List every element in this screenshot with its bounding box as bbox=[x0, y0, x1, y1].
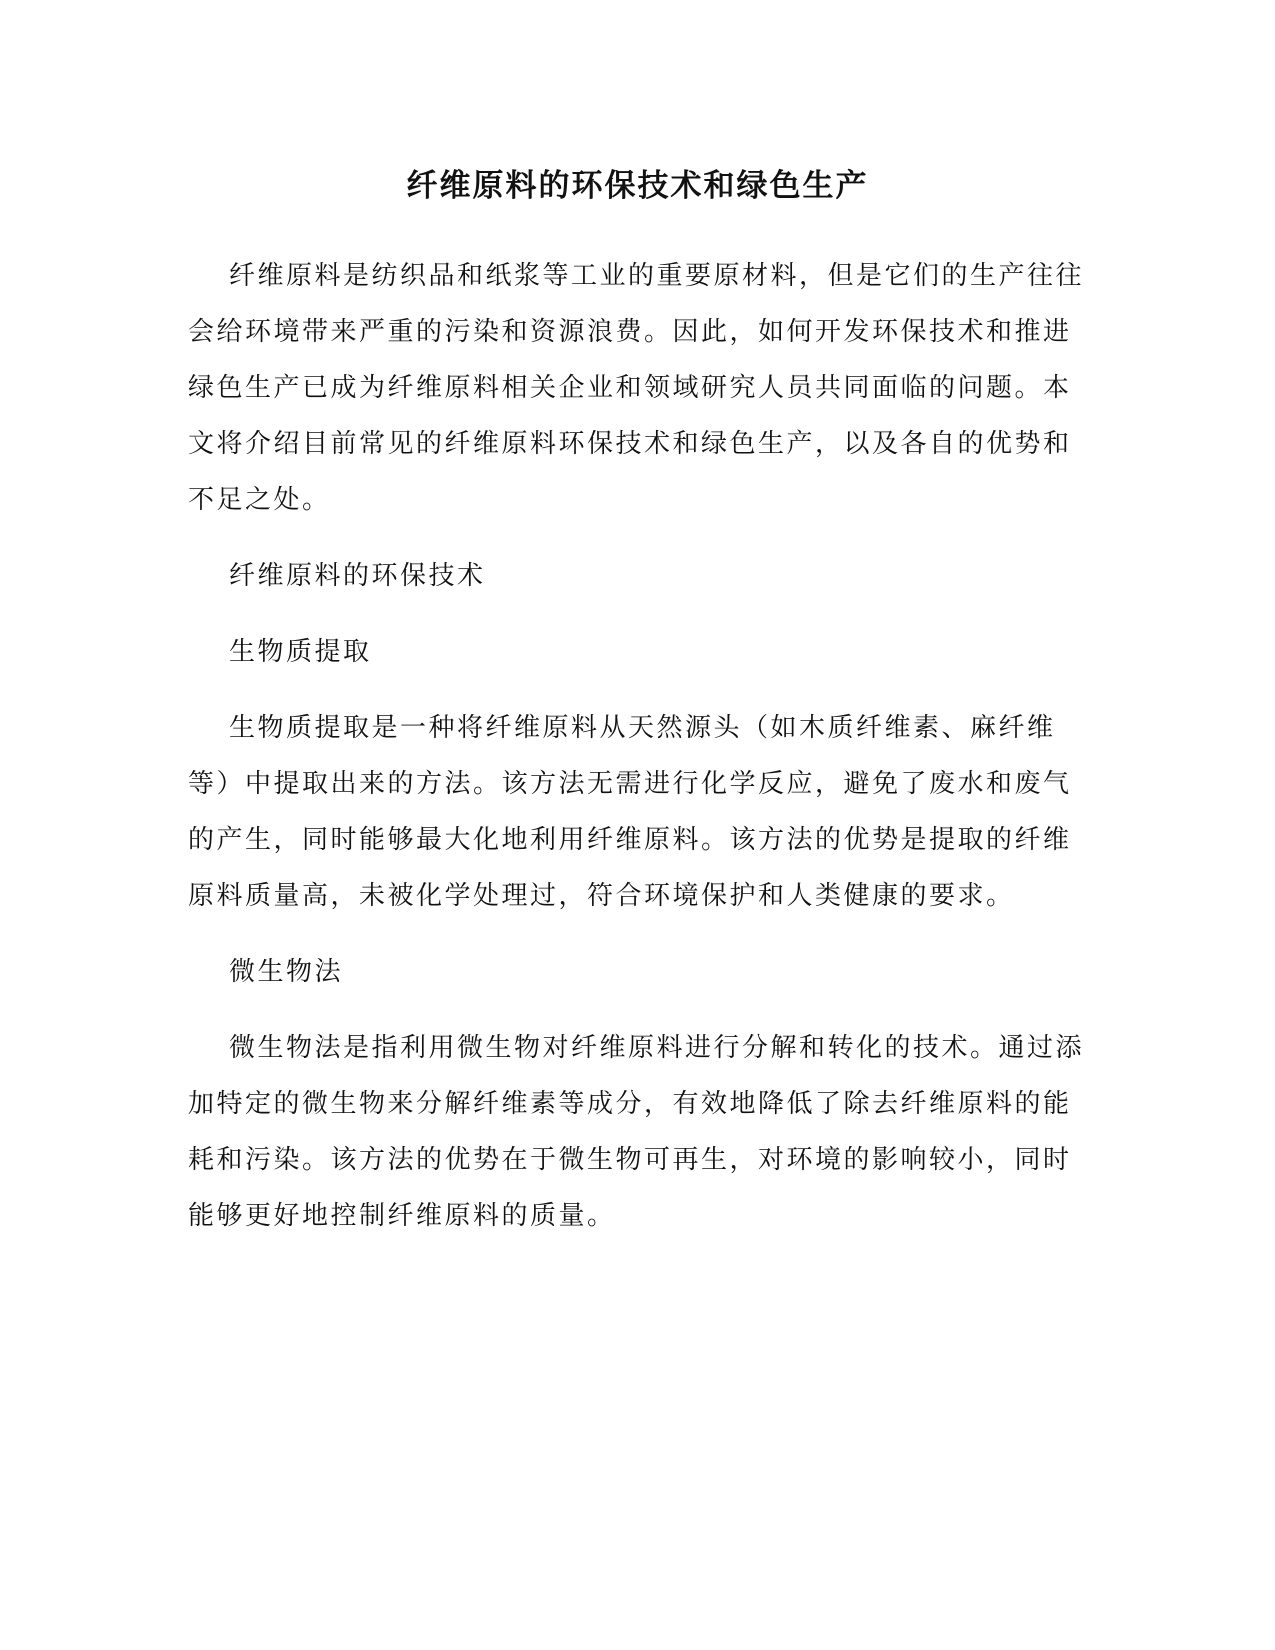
subsection-heading-microbial: 微生物法 bbox=[229, 957, 344, 987]
microbial-paragraph: 微生物法是指利用微生物对纤维原料进行分解和转化的技术。通过添加特定的微生物来分解纤维素等成分，有效地降低了除去纤维原料的能耗和污染。该方法的优势在于微生物可再生，对环境的影响较小，同时能够更好地控制纤维原料的质量。 bbox=[188, 1033, 1085, 1231]
document-body bbox=[188, 248, 1088, 1244]
subsection-heading-biomass: 生物质提取 bbox=[229, 637, 372, 667]
biomass-paragraph: 生物质提取是一种将纤维原料从天然源头（如木质纤维素、麻纤维等）中提取出来的方法。该方法无需进行化学反应，避免了废水和废气的产生，同时能够最大化地利用纤维原料。该方法的优势是提取的纤维原料质量高，未被化学处理过，符合环境保护和人类健康的要求。 bbox=[188, 713, 1072, 911]
document-title: 纤维原料的环保技术和绿色生产 bbox=[406, 168, 869, 204]
section-heading: 纤维原料的环保技术 bbox=[229, 561, 486, 591]
intro-paragraph: 纤维原料是纺织品和纸浆等工业的重要原材料，但是它们的生产往往会给环境带来严重的污染和资源浪费。因此，如何开发环保技术和推进绿色生产已成为纤维原料相关企业和领域研究人员共同面临的问题。本文将介绍目前常见的纤维原料环保技术和绿色生产，以及各自的优势和不足之处。 bbox=[188, 261, 1085, 515]
